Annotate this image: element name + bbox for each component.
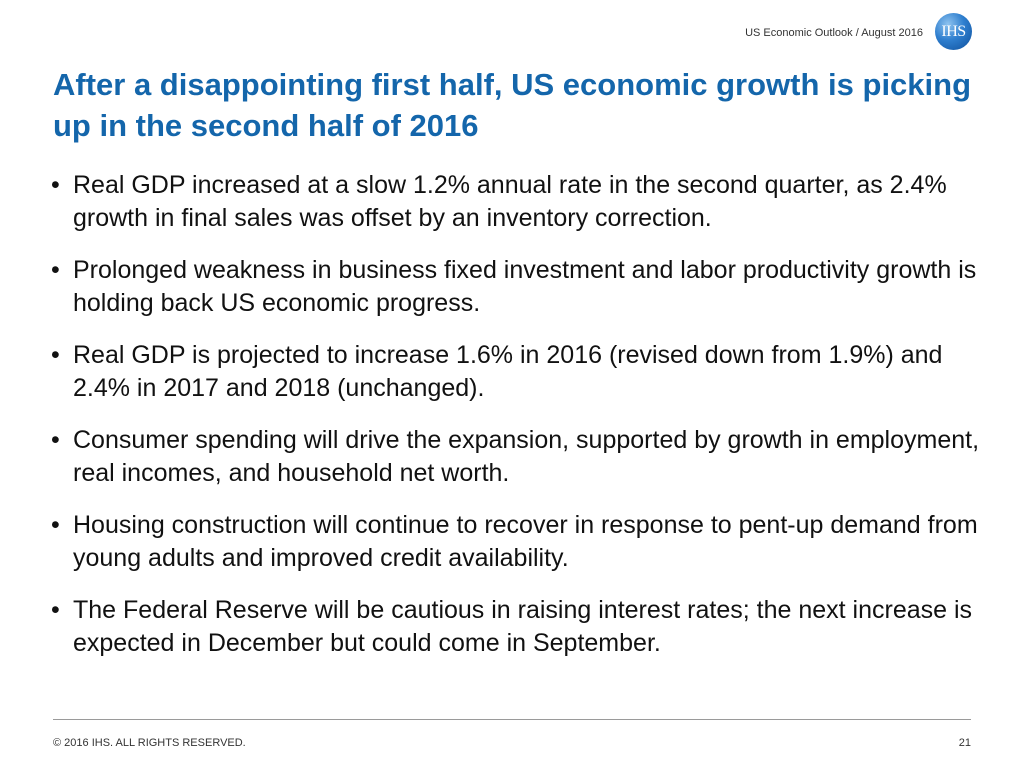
bullet-text: Housing construction will continue to recover in response to pent-up demand from young adults and improved credit availability. <box>73 511 978 572</box>
bullet-item <box>50 594 980 660</box>
bullet-text: The Federal Reserve will be cautious in raising interest rates; the next increase is expected in December but could come in September. <box>73 596 973 657</box>
bullet-dot: • <box>51 596 60 624</box>
bullet-item <box>50 509 980 575</box>
bullet-text: Real GDP is projected to increase 1.6% in 2016 (revised down from 1.9%) and 2.4% in 2017 and 2018 (unchanged). <box>73 341 943 402</box>
ihs-logo-text: IHS <box>941 22 966 40</box>
bullet-item <box>50 254 980 320</box>
bullet-item <box>50 339 980 405</box>
bullet-text: Consumer spending will drive the expansion, supported by growth in employment, real incomes, and household net worth. <box>73 426 980 487</box>
ihs-logo <box>935 13 972 50</box>
bullet-item <box>50 424 980 490</box>
slide-title: After a disappointing first half, US economic growth is picking up in the second half of 2016 <box>53 67 972 143</box>
bullet-dot: • <box>51 256 60 284</box>
bullet-dot: • <box>51 511 60 539</box>
bullet-dot: • <box>51 426 60 454</box>
bullet-text: Prolonged weakness in business fixed investment and labor productivity growth is holding back US economic progress. <box>73 256 977 317</box>
footer-divider <box>53 719 971 720</box>
bullet-text: Real GDP increased at a slow 1.2% annual rate in the second quarter, as 2.4% growth in final sales was offset by an inventory correction. <box>73 171 947 232</box>
copyright-notice: © 2016 IHS. ALL RIGHTS RESERVED. <box>53 737 246 749</box>
bullet-list <box>50 169 980 679</box>
bullet-dot: • <box>51 341 60 369</box>
bullet-item <box>50 169 980 235</box>
report-header-note: US Economic Outlook / August 2016 <box>745 27 923 39</box>
page-number: 21 <box>958 737 971 749</box>
bullet-dot: • <box>51 171 60 199</box>
